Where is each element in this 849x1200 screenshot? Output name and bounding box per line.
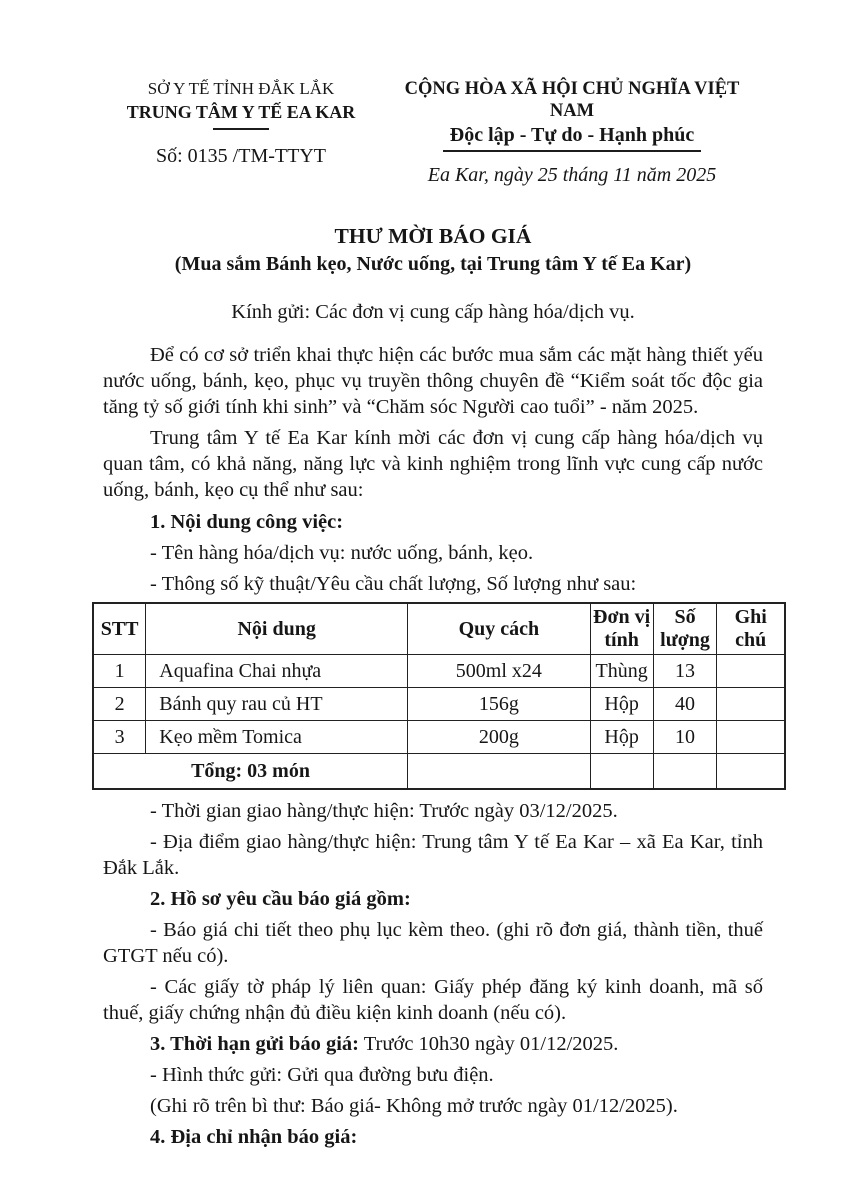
- section-4-heading: 4. Địa chỉ nhận báo giá:: [150, 1126, 358, 1148]
- col-header-noi-dung: Nội dung: [146, 603, 408, 655]
- cell-spec: 500ml x24: [408, 655, 591, 688]
- table-header-row: [93, 603, 785, 655]
- letterhead: [103, 78, 763, 188]
- place-date: Ea Kar, ngày 25 tháng 11 năm 2025: [427, 164, 717, 186]
- col-header-so-luong: Số lượng: [653, 603, 717, 655]
- table-row: [93, 655, 785, 688]
- section-3-line-1: - Hình thức gửi: Gửi qua đường bưu điện.: [150, 1064, 494, 1086]
- salutation: Kính gửi: Các đơn vị cung cấp hàng hóa/dịch vụ.: [231, 301, 635, 323]
- national-block: [381, 78, 763, 188]
- intro-paragraph-1: Để có cơ sở triển khai thực hiện các bước mua sắm các mặt hàng thiết yếu nước uống, bánh, kẹo, phục vụ truyền thông chuyên đề “Kiểm soát tốc độc gia tăng tỷ số giới tính khi sinh” và “Chăm sóc Người cao tuổi” - năm 2025.: [103, 344, 763, 418]
- delivery-place: - Địa điểm giao hàng/thực hiện: Trung tâm Y tế Ea Kar – xã Ea Kar, tỉnh Đắk Lắk.: [103, 831, 763, 879]
- national-motto: Độc lập - Tự do - Hạnh phúc: [449, 124, 695, 146]
- cell-spec: 200g: [408, 721, 591, 754]
- cell-unit: Hộp: [590, 688, 653, 721]
- table-row: [93, 688, 785, 721]
- section-3-deadline: Trước 10h30 ngày 01/12/2025.: [358, 1033, 619, 1055]
- cell-stt: 3: [93, 721, 146, 754]
- cell-name: Aquafina Chai nhựa: [146, 655, 408, 688]
- col-header-don-vi-tinh: Đơn vị tính: [590, 603, 653, 655]
- cell-spec: 156g: [408, 688, 591, 721]
- cell-note: [717, 688, 785, 721]
- empty-cell: [590, 754, 653, 790]
- items-table: [92, 602, 786, 790]
- cell-qty: 40: [653, 688, 717, 721]
- section-1-line-2: - Thông số kỹ thuật/Yêu cầu chất lượng, Số lượng như sau:: [150, 573, 637, 595]
- section-2-line-1: - Báo giá chi tiết theo phụ lục kèm theo. (ghi rõ đơn giá, thành tiền, thuế GTGT nếu có).: [103, 919, 763, 967]
- org-underline: [213, 128, 269, 130]
- section-3-line-2: (Ghi rõ trên bì thư: Báo giá- Không mở trước ngày 01/12/2025).: [150, 1095, 678, 1117]
- section-1-heading: 1. Nội dung công việc:: [150, 511, 344, 533]
- cell-qty: 13: [653, 655, 717, 688]
- doc-subtitle: (Mua sắm Bánh kẹo, Nước uống, tại Trung tâm Y tế Ea Kar): [174, 253, 692, 275]
- empty-cell: [653, 754, 717, 790]
- doc-title: THƯ MỜI BÁO GIÁ: [334, 224, 532, 248]
- cell-name: Bánh quy rau củ HT: [146, 688, 408, 721]
- empty-cell: [408, 754, 591, 790]
- cell-stt: 2: [93, 688, 146, 721]
- section-3-heading-label: 3. Thời hạn gửi báo giá:: [150, 1033, 359, 1055]
- cell-qty: 10: [653, 721, 717, 754]
- cell-stt: 1: [93, 655, 146, 688]
- delivery-time: - Thời gian giao hàng/thực hiện: Trước ngày 03/12/2025.: [150, 800, 618, 822]
- intro-paragraph-2: Trung tâm Y tế Ea Kar kính mời các đơn vị cung cấp hàng hóa/dịch vụ quan tâm, có khả năng, năng lực và kinh nghiệm trong lĩnh vực cung cấp nước uống, bánh, kẹo cụ thể như sau:: [103, 427, 763, 501]
- org-block: [115, 78, 367, 169]
- empty-cell: [717, 754, 785, 790]
- col-header-stt: STT: [93, 603, 146, 655]
- section-1-line-1: - Tên hàng hóa/dịch vụ: nước uống, bánh, kẹo.: [150, 542, 534, 564]
- motto-underline: [443, 150, 701, 152]
- cell-note: [717, 721, 785, 754]
- doc-number: Số: 0135 /TM-TTYT: [156, 145, 326, 167]
- col-header-ghi-chu: Ghi chú: [717, 603, 785, 655]
- total-label: Tổng: 03 món: [93, 754, 408, 790]
- col-header-quy-cach: Quy cách: [408, 603, 591, 655]
- section-3-heading: [103, 1031, 763, 1057]
- title-block: [103, 222, 763, 278]
- section-2-heading: 2. Hồ sơ yêu cầu báo giá gồm:: [150, 888, 411, 910]
- cell-unit: Thùng: [590, 655, 653, 688]
- cell-name: Kẹo mềm Tomica: [146, 721, 408, 754]
- cell-unit: Hộp: [590, 721, 653, 754]
- table-total-row: [93, 754, 785, 790]
- org-parent: SỞ Y TẾ TỈNH ĐẮK LẮK: [147, 79, 335, 98]
- table-row: [93, 721, 785, 754]
- national-title: CỘNG HÒA XÃ HỘI CHỦ NGHĨA VIỆT NAM: [404, 79, 740, 121]
- org-name: TRUNG TÂM Y TẾ EA KAR: [126, 102, 356, 122]
- section-2-line-2: - Các giấy tờ pháp lý liên quan: Giấy phép đăng ký kinh doanh, mã số thuế, giấy chứng nhận đủ điều kiện kinh doanh (nếu có).: [103, 976, 763, 1024]
- cell-note: [717, 655, 785, 688]
